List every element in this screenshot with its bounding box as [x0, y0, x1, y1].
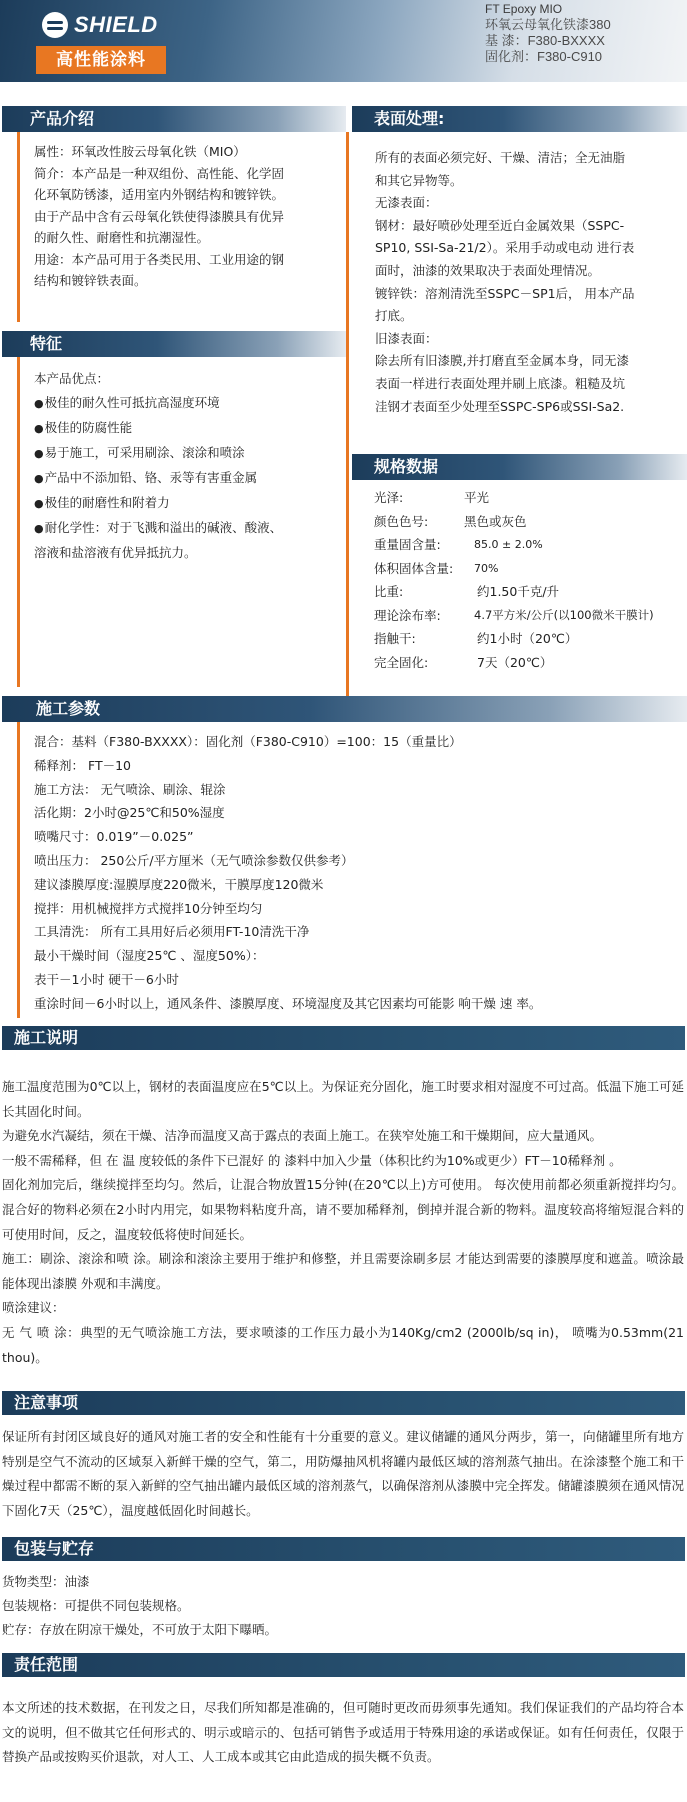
features-body	[34, 367, 282, 565]
param-line: 重涂时间－6小时以上，通风条件、漆膜厚度、环境湿度及其它因素均可能影 响干燥 速 率。	[34, 995, 542, 1011]
surface-line: 表面一样进行表面处理并刷上底漆。粗糙及坑	[375, 375, 626, 391]
spec-row	[374, 627, 684, 651]
product-english-name: FT Epoxy MIO	[485, 2, 563, 16]
surface-line: 钢材：最好喷砂处理至近白金属效果（SSPC-	[375, 217, 625, 233]
surface-line: 面时，油漆的效果取决于表面处理情况。	[375, 262, 601, 278]
intro-line: 结构和镀锌铁表面。	[34, 273, 147, 288]
feature-item: ● 产品中不添加铅、铬、汞等有害重金属	[34, 466, 282, 491]
param-line: 混合：基料（F380-BXXXX）：固化剂（F380-C910）=100：15（重量比）	[34, 734, 462, 749]
hardener-code: 固化剂：F380-C910	[485, 49, 603, 64]
intro-line: 由于产品中含有云母氧化铁使得漆膜具有优异	[34, 208, 285, 224]
param-line: 活化期：2小时@25℃和50%湿度	[34, 805, 225, 821]
param-line: 稀释剂： FT－10	[34, 757, 131, 773]
intro-accent-rule	[17, 132, 20, 322]
application-paragraph: 固化剂加完后，继续搅拌至均匀。然后，让混合物放置15分钟(在20℃以上)方可使用。 每次使用前都必须重新搅拌均匀。混合好的物料必须在2小时内用完，如果物料粘度升高，请不要加稀释剂，倒掉并混合新的物料。温度较高将缩短混合料的可使用时间，反之，温度较低将使时间延长。	[2, 1177, 684, 1242]
surface-line: 洼钢才表面至少处理至SSPC-SP6或SSI-Sa2.	[375, 398, 625, 414]
section-header-features: 特征	[2, 331, 346, 357]
notes-paragraph: 保证所有封闭区域良好的通风对施工者的安全和性能有十分重要的意义。建议储罐的通风分两步，第一，向储罐里所有地方特别是空气不流动的区域泵入新鲜干燥的空气，第二，用防爆抽风机将罐内最低区域的溶剂蒸气抽出。在涂漆整个施工和干燥过程中都需不断的泵入新鲜的空气抽出罐内最低区域的溶剂蒸气，以确保溶剂从漆膜中完全挥发。储罐漆膜须在通风情况下固化7天（25℃），温度越低固化时间越长。	[2, 1429, 684, 1518]
spec-key: 体积固体含量:	[374, 560, 454, 576]
spec-row	[374, 604, 684, 628]
intro-body	[34, 141, 284, 292]
spec-row	[374, 580, 684, 604]
spec-row	[374, 510, 684, 534]
section-header-application: 施工说明	[2, 1026, 685, 1050]
section-header-notes: 注意事项	[2, 1391, 685, 1415]
spec-value: 7天（20℃）	[477, 654, 553, 670]
spec-key: 指触干:	[374, 631, 416, 646]
features-lead: 本产品优点：	[34, 371, 110, 386]
section-header-intro: 产品介绍	[2, 106, 346, 132]
application-paragraph: 施工温度范围为0℃以上，钢材的表面温度应在5℃以上。为保证充分固化，施工时要求相对湿度不可过高。低温下施工可延长其固化时间。	[2, 1079, 684, 1119]
feature-item: ● 极佳的耐久性可抵抗高湿度环境	[34, 391, 282, 416]
intro-line: 化环氧防锈漆，适用室内外钢结构和镀锌铁。	[34, 187, 285, 202]
section-header-specs: 规格数据	[352, 454, 687, 480]
spec-value: 85.0 ± 2.0%	[474, 538, 543, 551]
surface-line: 旧漆表面：	[375, 330, 438, 346]
spec-key: 重量固含量:	[374, 537, 441, 552]
notes-body	[2, 1425, 684, 1523]
surface-line: 镀锌铁：溶剂清洗至SSPC－SP1后， 用本产品	[375, 285, 635, 301]
spec-value: 约1.50千克/升	[477, 584, 560, 599]
storage-line: 包装规格：可提供不同包装规格。	[2, 1598, 190, 1613]
application-paragraph: 无 气 喷 涂：典型的无气喷涂施工方法，要求喷漆的工作压力最小为140Kg/cm2 (2000lb/sq in)， 喷嘴为0.53mm(21 thou)。	[2, 1324, 684, 1365]
liability-body	[2, 1696, 684, 1770]
column-divider-rule	[346, 132, 349, 696]
surface-body	[375, 147, 635, 418]
surface-line: 所有的表面必须完好、干燥、清洁；全无油脂	[375, 150, 626, 165]
specs-table	[374, 486, 684, 674]
spec-key: 完全固化:	[374, 654, 429, 670]
application-paragraph: 一般不需稀释，但 在 温 度较低的条件下已混好 的 漆料中加入少量（体积比约为10%或更少）FT－10稀释剂 。	[2, 1152, 622, 1168]
product-chinese-name: 环氧云母氧化铁漆380	[485, 17, 611, 32]
params-body	[34, 730, 541, 1016]
spec-key: 理论涂布率:	[374, 607, 441, 623]
brand-name: SHIELD	[74, 12, 158, 37]
section-header-liability: 责任范围	[2, 1653, 685, 1677]
section-header-storage: 包装与贮存	[2, 1537, 685, 1561]
application-paragraph: 施工：刷涂、滚涂和喷 涂。刷涂和滚涂主要用于维护和修整，并且需要涂刷多层 才能达到需要的漆膜厚度和遮盖。喷涂最能体现出漆膜 外观和丰满度。	[2, 1251, 684, 1291]
feature-item: ● 易于施工，可采用刷涂、滚涂和喷涂	[34, 441, 282, 466]
liability-paragraph: 本文所述的技术数据，在刊发之日，尽我们所知都是准确的，但可随时更改而毋须事先通知。我们保证我们的产品均符合本文的说明，但不做其它任何形式的、明示或暗示的、包括可销售予或适用于特殊用途的承诺或保证。如有任何责任，仅限于替换产品或按购买价退款，对人工、人工成本或其它由此造成的损失概不负责。	[2, 1700, 684, 1765]
section-header-params: 施工参数	[2, 696, 687, 722]
application-body	[2, 1075, 684, 1370]
spec-value: 4.7平方米/公斤(以100微米干膜计)	[474, 607, 654, 622]
brand-logo	[42, 12, 158, 38]
intro-line: 简介：本产品是一种双组份、高性能、化学固	[34, 165, 285, 181]
storage-body	[2, 1570, 277, 1642]
spec-key: 颜色色号:	[374, 513, 429, 529]
shield-logo-icon	[42, 12, 68, 38]
feature-item: ● 耐化学性：对于飞溅和溢出的碱液、酸液、	[34, 516, 282, 541]
storage-line: 货物类型：油漆	[2, 1574, 90, 1589]
spec-row	[374, 533, 684, 557]
spec-row	[374, 651, 684, 675]
param-line: 最小干燥时间（湿度25℃ 、湿度50%）：	[34, 948, 265, 964]
param-line: 搅拌：用机械搅拌方式搅拌10分钟至均匀	[34, 900, 263, 916]
section-header-surface: 表面处理:	[352, 106, 687, 132]
param-line: 建议漆膜厚度:湿膜厚度220微米，干膜厚度120微米	[34, 876, 324, 892]
param-line: 施工方法： 无气喷涂、刷涂、辊涂	[34, 781, 226, 797]
intro-line: 属性：环氧改性胺云母氧化铁（MIO）	[34, 144, 246, 159]
feature-item: ● 极佳的防腐性能	[34, 416, 282, 441]
surface-line: 无漆表面：	[375, 195, 438, 211]
spec-row	[374, 486, 684, 510]
param-line: 工具清洗： 所有工具用好后必须用FT-10清洗干净	[34, 924, 310, 940]
product-id-box	[485, 1, 611, 65]
param-line: 喷嘴尺寸：0.019”－0.025”	[34, 829, 194, 845]
surface-line: SP10, SSI-Sa-21/2）。采用手动或电动 进行表	[375, 240, 635, 256]
features-accent-rule	[17, 357, 20, 687]
spec-value: 平光	[464, 490, 490, 505]
page-header	[0, 0, 687, 82]
surface-line: 除去所有旧漆膜,并打磨直至金属本身，同无漆	[375, 353, 629, 369]
spec-row	[374, 557, 684, 581]
params-accent-rule	[17, 722, 20, 1018]
feature-item-continued: 溶液和盐溶液有优异抵抗力。	[34, 545, 197, 560]
slogan-banner: 高性能涂料	[36, 46, 166, 74]
spec-value: 70%	[474, 561, 499, 575]
intro-line: 的耐久性、耐磨性和抗潮湿性。	[34, 230, 210, 245]
application-paragraph: 为避免水汽凝结，须在干燥、洁净而温度又高于露点的表面上施工。在狭窄处施工和干燥期间，应大量通风。	[2, 1128, 603, 1144]
base-code: 基 漆：F380-BXXXX	[485, 33, 605, 48]
spec-value: 黑色或灰色	[464, 513, 527, 529]
spec-value: 约1小时（20℃）	[477, 631, 578, 646]
param-line: 表干－1小时 硬干－6小时	[34, 971, 179, 987]
spec-key: 比重:	[374, 584, 404, 599]
surface-line: 打底。	[375, 308, 413, 324]
surface-line: 和其它异物等。	[375, 172, 463, 188]
intro-line: 用途：本产品可用于各类民用、工业用途的钢	[34, 251, 285, 267]
spec-key: 光泽:	[374, 490, 404, 505]
feature-item: ● 极佳的耐磨性和附着力	[34, 491, 282, 516]
application-paragraph: 喷涂建议：	[2, 1300, 65, 1316]
storage-line: 贮存：存放在阴凉干燥处，不可放于太阳下曝晒。	[2, 1622, 278, 1637]
param-line: 喷出压力： 250公斤/平方厘米（无气喷涂参数仅供参考）	[34, 852, 354, 868]
